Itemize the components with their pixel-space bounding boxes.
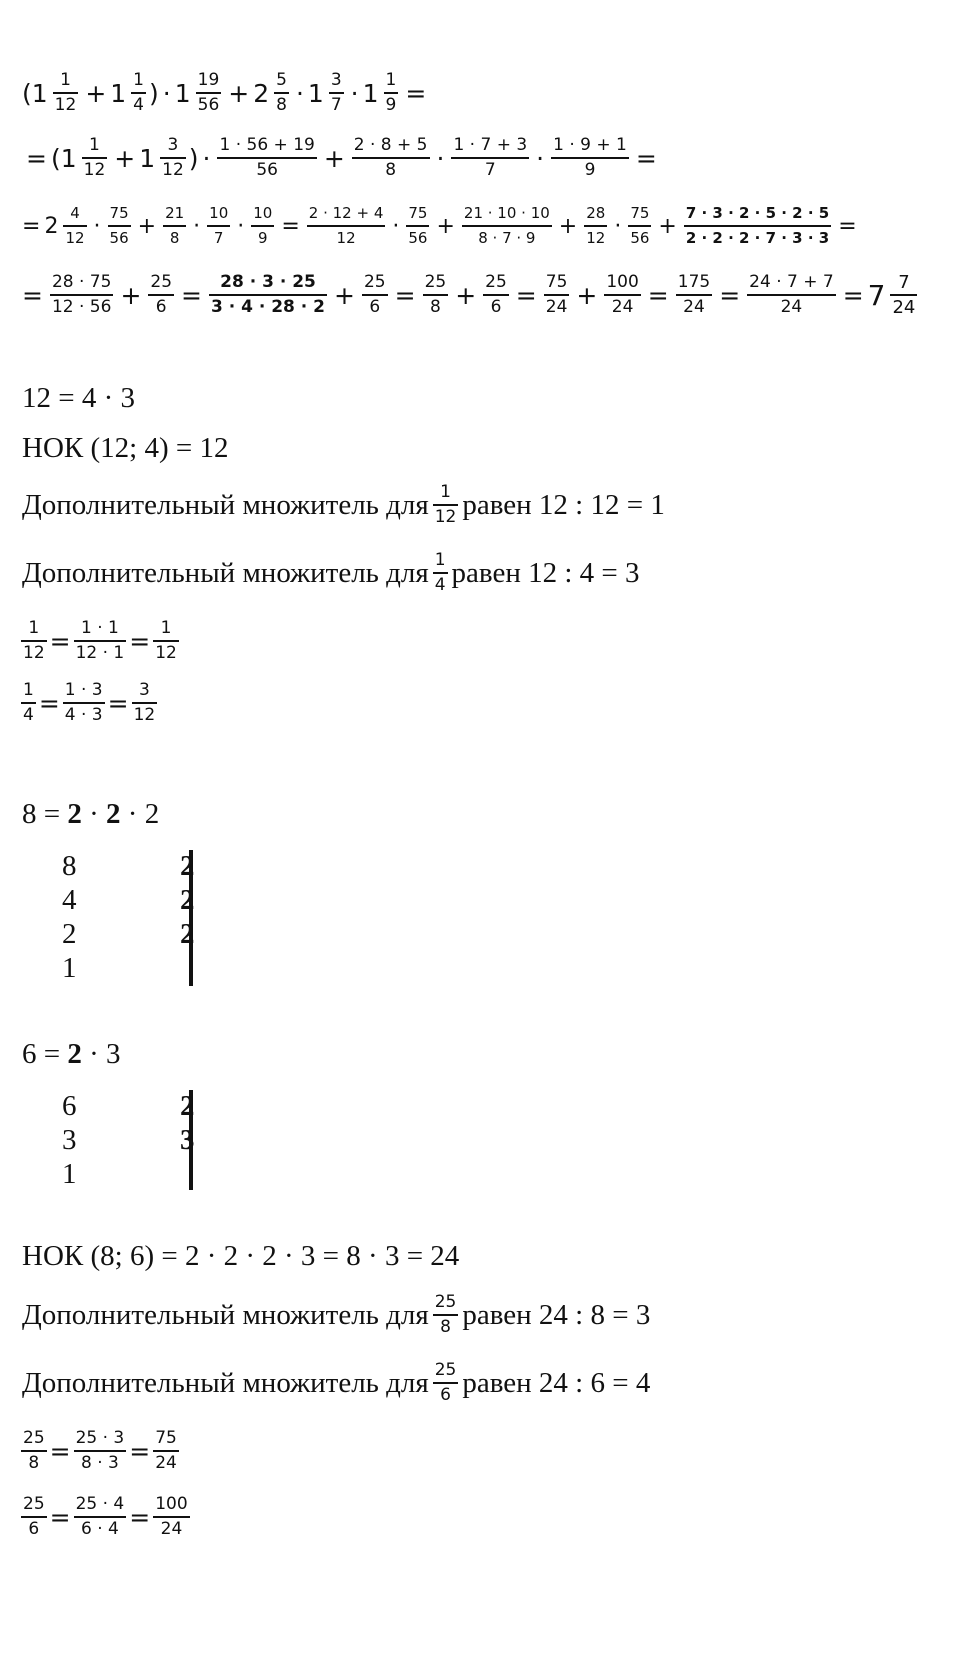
- mixed-number: 1 $\frac{3}{7}$: [307, 70, 342, 115]
- table-row: 2 2: [62, 918, 195, 950]
- table-row: 1: [62, 1158, 77, 1190]
- fraction: $\frac{1}{12}$: [155, 618, 177, 663]
- fraction: $\frac{25}{6}$: [434, 1360, 457, 1405]
- decomposition-6: 6 = 2 · 3: [22, 1038, 121, 1070]
- operator: ·: [162, 78, 171, 108]
- fraction: $\frac{10}{7}$: [209, 204, 229, 247]
- fraction: $\frac{2 \cdot 12 + 4}{12}$: [308, 204, 384, 247]
- fraction-equation-3: $\frac{25}{8}$ = $\frac{25 \cdot 3}{8 \cdot 3}$ = $\frac{75}{24}$: [23, 1428, 177, 1473]
- fraction: $\frac{1 \cdot 1}{12 \cdot 1}$: [75, 618, 125, 663]
- fraction: $\frac{25}{6}$: [150, 272, 173, 317]
- fraction: $\frac{3}{12}$: [133, 680, 156, 725]
- operator: +: [228, 78, 250, 108]
- operator: ·: [295, 78, 304, 108]
- expression-line-1: [22, 70, 430, 116]
- mixed-number: 7 $\frac{7}{24}$: [867, 272, 916, 318]
- fraction: $\frac{1}{4}$: [434, 550, 446, 595]
- mixed-number: 1 $\frac{19}{56}$: [174, 70, 220, 115]
- fraction-bold: $\frac{28 \cdot 3 \cdot 25}{3 \cdot 4 \cdot 28 \cdot 2}$: [210, 272, 326, 317]
- operator: =: [26, 143, 47, 173]
- fraction: $\frac{75}{56}$: [630, 204, 650, 247]
- fraction: $\frac{1 \cdot 7 + 3}{7}$: [453, 135, 528, 180]
- fraction: $\frac{25 \cdot 4}{6 \cdot 4}$: [75, 1494, 125, 1539]
- paren-open: (: [22, 78, 32, 108]
- fraction: $\frac{2 \cdot 8 + 5}{8}$: [353, 135, 428, 180]
- lcm-8-6: НОК (8; 6) = 2 · 2 · 2 · 3 = 8 · 3 = 24: [22, 1240, 460, 1272]
- fraction: $\frac{100}{24}$: [606, 272, 639, 317]
- multiplier-line-3: Дополнительный множитель для $\frac{25}{8}$ равен 24 : 8 = 3: [22, 1292, 651, 1337]
- fraction: $\frac{1 \cdot 56 + 19}{56}$: [219, 135, 315, 180]
- operator: ·: [350, 78, 359, 108]
- fraction: $\frac{75}{56}$: [109, 204, 129, 247]
- fraction: $\frac{21 \cdot 10 \cdot 10}{8 \cdot 7 \cdot 9}$: [463, 204, 550, 247]
- fraction-equation-1: $\frac{1}{12}$ = $\frac{1 \cdot 1}{12 \cdot 1}$ = $\frac{1}{12}$: [23, 618, 177, 663]
- fraction: $\frac{25}{8}$: [23, 1428, 45, 1473]
- mixed-number: 1 $\frac{1}{12}$: [60, 135, 106, 180]
- mixed-number: 1 $\frac{1}{12}$: [31, 70, 77, 115]
- operator: +: [85, 78, 107, 108]
- fraction: $\frac{1 \cdot 9 + 1}{9}$: [553, 135, 627, 180]
- multiplier-line-4: Дополнительный множитель для $\frac{25}{6}$ равен 24 : 6 = 4: [22, 1360, 651, 1405]
- fraction: $\frac{21}{8}$: [165, 204, 185, 247]
- mixed-number: 2 $\frac{5}{8}$: [253, 70, 287, 115]
- fraction: $\frac{25}{8}$: [434, 1292, 457, 1337]
- table-row: 6 2: [62, 1090, 195, 1122]
- multiplier-line-2: Дополнительный множитель для $\frac{1}{4}$ равен 12 : 4 = 3: [22, 550, 640, 595]
- expression-line-4: = $\frac{28 \cdot 75}{12 \cdot 56}$ + $\frac{25}{6}$ = $\frac{28 \cdot 3 \cdot 25}{3 \cdot 4 \cdot 28 \cdot 2}$ + $\frac{25}{6}$ = $\frac{25}{8}$ + $\frac{25}{6}$ = $\frac{75}{24}$ + $\frac{100}{24}$ = $\frac{175}{24}$ = $\frac{24 \cdot 7 + 7}{24}$ = 7 $\frac{7}{24}$: [22, 272, 920, 318]
- fraction: $\frac{75}{56}$: [408, 204, 428, 247]
- decomposition-12: 12 = 4 · 3: [22, 382, 136, 414]
- fraction: $\frac{28}{12}$: [586, 204, 606, 247]
- fraction: $\frac{24 \cdot 7 + 7}{24}$: [749, 272, 834, 317]
- fraction: $\frac{100}{24}$: [155, 1494, 188, 1539]
- mixed-number: 1 $\frac{1}{9}$: [362, 70, 397, 115]
- mixed-number: 1 $\frac{1}{4}$: [110, 70, 144, 115]
- multiplier-line-1: Дополнительный множитель для $\frac{1}{12}$ равен 12 : 12 = 1: [22, 482, 665, 527]
- fraction: $\frac{1}{12}$: [434, 482, 457, 527]
- expression-line-2: = ( 1 $\frac{1}{12}$ + 1 $\frac{3}{12}$ ) · $\frac{1 \cdot 56 + 19}{56}$ + $\frac{2 \cdot 8 + 5}{8}$ · $\frac{1 \cdot 7 + 3}{7}$ · $\frac{1 \cdot 9 + 1}{9}$ =: [26, 135, 657, 180]
- fraction: $\frac{25}{6}$: [363, 272, 386, 317]
- operator: =: [405, 78, 427, 108]
- fraction: $\frac{175}{24}$: [677, 272, 711, 317]
- fraction-equation-4: $\frac{25}{6}$ = $\frac{25 \cdot 4}{6 \cdot 4}$ = $\frac{100}{24}$: [23, 1494, 188, 1539]
- paren-close: ): [149, 78, 159, 108]
- table-row: 8 2: [62, 850, 195, 882]
- fraction: $\frac{1 \cdot 3}{4 \cdot 3}$: [64, 680, 103, 725]
- fraction: $\frac{28 \cdot 75}{12 \cdot 56}$: [51, 272, 112, 317]
- fraction: $\frac{25}{8}$: [424, 272, 447, 317]
- fraction: $\frac{25}{6}$: [23, 1494, 45, 1539]
- fraction-bold: $\frac{7 \cdot 3 \cdot 2 \cdot 5 \cdot 2 \cdot 5}{2 \cdot 2 \cdot 2 \cdot 7 \cdot 3 \cdot 3}$: [685, 204, 830, 247]
- lcm-12-4: НОК (12; 4) = 12: [22, 432, 229, 464]
- expression-line-3: = 2 $\frac{4}{12}$ · $\frac{75}{56}$ + $\frac{21}{8}$ · $\frac{10}{7}$ · $\frac{10}{9}$ = $\frac{2 \cdot 12 + 4}{12}$ · $\frac{75}{56}$ + $\frac{21 \cdot 10 \cdot 10}{8 \cdot 7 \cdot 9}$ + $\frac{28}{12}$ · $\frac{75}{56}$ + $\frac{7 \cdot 3 \cdot 2 \cdot 5 \cdot 2 \cdot 5}{2 \cdot 2 \cdot 2 \cdot 7 \cdot 3 \cdot 3}$ =: [22, 204, 857, 247]
- table-row: 1: [62, 952, 77, 984]
- fraction: $\frac{10}{9}$: [253, 204, 273, 247]
- fraction-equation-2: $\frac{1}{4}$ = $\frac{1 \cdot 3}{4 \cdot 3}$ = $\frac{3}{12}$: [23, 680, 156, 725]
- fraction: $\frac{1}{4}$: [23, 680, 34, 725]
- mixed-number: 2 $\frac{4}{12}$: [44, 204, 85, 247]
- fraction: $\frac{75}{24}$: [545, 272, 568, 317]
- fraction: $\frac{75}{24}$: [155, 1428, 177, 1473]
- table-row: 4 2: [62, 884, 195, 916]
- table-row: 3 3: [62, 1124, 195, 1156]
- fraction: $\frac{25}{6}$: [485, 272, 507, 317]
- fraction: $\frac{25 \cdot 3}{8 \cdot 3}$: [75, 1428, 125, 1473]
- fraction: $\frac{1}{12}$: [54, 70, 77, 115]
- fraction: $\frac{1}{12}$: [23, 618, 45, 663]
- mixed-number: 1 $\frac{3}{12}$: [139, 135, 184, 180]
- decomposition-8: 8 = 2 · 2 · 2: [22, 798, 160, 830]
